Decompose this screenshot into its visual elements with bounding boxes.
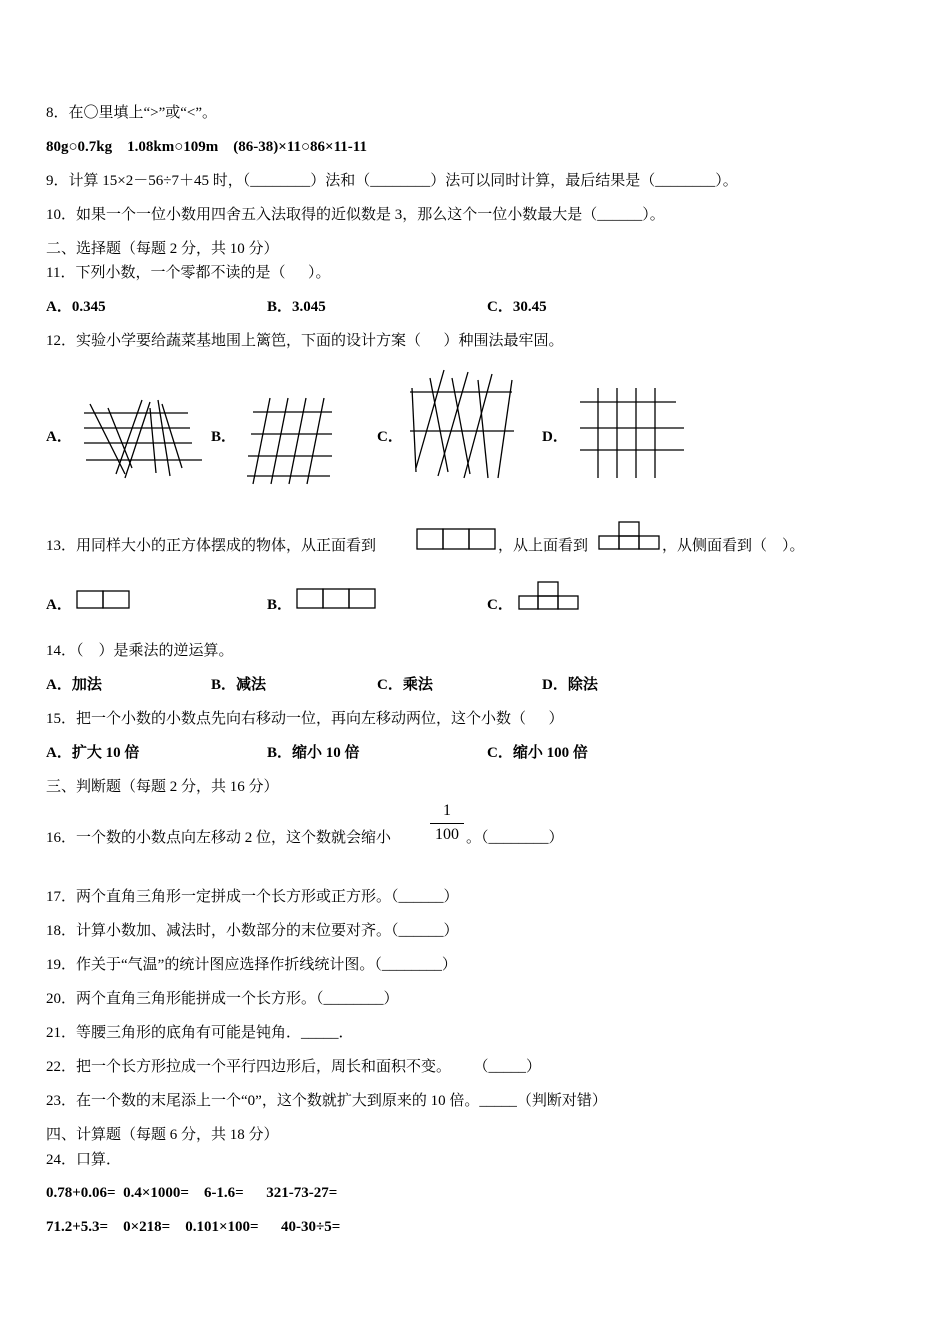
q12-option-c: C．: [377, 429, 403, 445]
q24-text: 24．口算．: [46, 1152, 122, 1168]
q13-option-b: B．: [267, 597, 293, 613]
q8-items: 80g○0.7kg 1.08km○109m (86-38)×11○86×11-11: [46, 139, 367, 155]
fence-d-figure: [576, 386, 688, 482]
q16-fraction-numerator: 1: [443, 802, 451, 819]
q13-front-view-figure: [416, 528, 498, 552]
q18-text: 18．计算小数加、减法时，小数部分的末位要对齐。（______）: [46, 923, 459, 939]
q21-text: 21．等腰三角形的底角有可能是钝角．_____．: [46, 1025, 354, 1041]
q11-option-a: A．0.345: [46, 299, 106, 315]
q24-row-2: 71.2+5.3= 0×218= 0.101×100= 40-30÷5=: [46, 1219, 341, 1235]
q12-option-a: A．: [46, 429, 72, 445]
q23-text: 23．在一个数的末尾添上一个“0”，这个数就扩大到原来的 10 倍。_____（判断对错）: [46, 1093, 607, 1109]
q11-option-b: B．3.045: [267, 299, 326, 315]
q12-option-b: B．: [211, 429, 237, 445]
q15-text: 15．把一个小数的小数点先向右移动一位，再向左移动两位，这个小数（ ）: [46, 711, 564, 727]
section-2-heading: 二、选择题（每题 2 分，共 10 分）: [46, 241, 279, 257]
q16-fraction: [430, 802, 464, 844]
section-3-heading: 三、判断题（每题 2 分，共 16 分）: [46, 779, 279, 795]
q16-tail: 。（________）: [466, 830, 564, 846]
q8-text: 8．在〇里填上“>”或“<”。: [46, 105, 218, 121]
q10-text: 10．如果一个一位小数用四舍五入法取得的近似数是 3，那么这个一位小数最大是（______）。: [46, 207, 665, 223]
q13-option-c-figure: [518, 581, 582, 611]
q11-option-c: C．30.45: [487, 299, 547, 315]
q13-text-part2: ，从上面看到: [498, 538, 589, 554]
fence-a-figure: [80, 398, 205, 480]
q15-option-a: A．扩大 10 倍: [46, 745, 140, 761]
q22-text: 22．把一个长方形拉成一个平行四边形后，周长和面积不变。 （_____）: [46, 1059, 542, 1075]
q19-text: 19．作关于“气温”的统计图应选择作折线统计图。（________）: [46, 957, 457, 973]
q13-option-c: C．: [487, 597, 513, 613]
q13-option-b-figure: [296, 588, 378, 610]
q13-text-part1: 13．用同样大小的正方体摆成的物体，从正面看到: [46, 538, 377, 554]
fence-c-figure: [408, 368, 520, 480]
q16-fraction-denominator: 100: [435, 826, 459, 843]
fraction-bar: [430, 823, 464, 824]
q14-option-b: B．减法: [211, 677, 267, 693]
q14-text: 14．（ ）是乘法的逆运算。: [46, 643, 234, 659]
q11-text: 11．下列小数，一个零都不读的是（ ）。: [46, 265, 331, 281]
q14-option-c: C．乘法: [377, 677, 433, 693]
fence-b-figure: [245, 396, 340, 488]
q17-text: 17．两个直角三角形一定拼成一个长方形或正方形。（______）: [46, 889, 459, 905]
q12-option-d: D．: [542, 429, 568, 445]
q16-text: 16．一个数的小数点向左移动 2 位，这个数就会缩小: [46, 830, 392, 846]
q13-option-a: A．: [46, 597, 72, 613]
q13-text-part3: ，从侧面看到（ ）。: [662, 538, 805, 554]
q14-option-d: D．除法: [542, 677, 598, 693]
q20-text: 20．两个直角三角形能拼成一个长方形。（________）: [46, 991, 399, 1007]
q12-text: 12．实验小学要给蔬菜基地围上篱笆，下面的设计方案（ ）种围法最牢固。: [46, 333, 564, 349]
section-4-heading: 四、计算题（每题 6 分，共 18 分）: [46, 1127, 279, 1143]
q24-row-1: 0.78+0.06= 0.4×1000= 6-1.6= 321-73-27=: [46, 1185, 338, 1201]
q14-option-a: A．加法: [46, 677, 102, 693]
q15-option-c: C．缩小 100 倍: [487, 745, 588, 761]
q9-text: 9．计算 15×2－56÷7＋45 时，（________）法和（________）法可以同时计算，最后结果是（________）。: [46, 173, 738, 189]
q13-top-view-figure: [598, 521, 662, 551]
q15-option-b: B．缩小 10 倍: [267, 745, 360, 761]
q13-option-a-figure: [76, 590, 132, 610]
